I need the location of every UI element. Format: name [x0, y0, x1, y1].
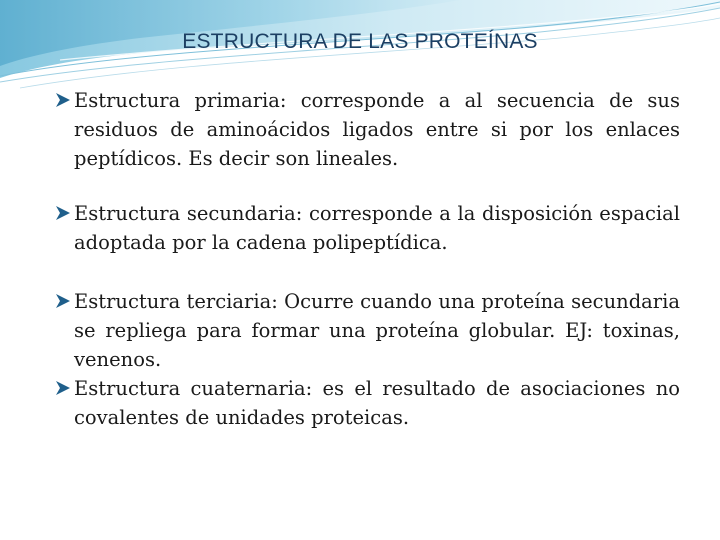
bullet-text: Estructura cuaternaria: es el resultado de asociaciones no covalentes de unidades proteicas. [74, 377, 680, 429]
bullet-text: Estructura primaria: corresponde a al secuencia de sus residuos de aminoácidos ligados entre si por los enlaces peptídicos. Es decir son lineales. [74, 89, 680, 170]
slide-title: ESTRUCTURA DE LAS PROTEÍNAS [182, 30, 538, 53]
bullet-text: Estructura terciaria: Ocurre cuando una proteína secundaria se repliega para formar una proteína globular. EJ: toxinas, venenos. [74, 290, 680, 371]
bullet-text: Estructura secundaria: corresponde a la disposición espacial adoptada por la cadena polipeptídica. [74, 202, 680, 254]
bullet-item-primaria [56, 86, 680, 173]
bullet-item-cuaternaria [56, 374, 680, 432]
bullet-list [56, 86, 680, 432]
arrow-bullet-icon [54, 204, 72, 222]
bullet-item-secundaria [56, 199, 680, 257]
arrow-bullet-icon [54, 379, 72, 397]
arrow-bullet-icon [54, 292, 72, 310]
bullet-item-terciaria [56, 287, 680, 374]
arrow-bullet-icon [54, 91, 72, 109]
